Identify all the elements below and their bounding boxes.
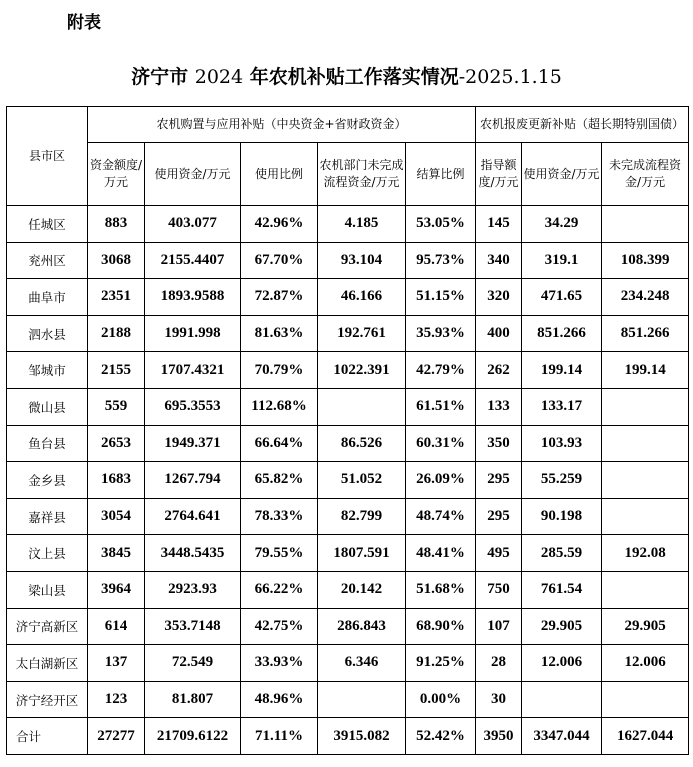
settle-cell: 61.51% — [406, 388, 476, 425]
pending-cell — [318, 388, 406, 425]
b-pending-cell: 12.006 — [602, 645, 689, 682]
used-cell: 72.549 — [145, 645, 241, 682]
used-cell: 2764.641 — [145, 498, 241, 535]
title-year: 2024 — [194, 66, 244, 88]
b-pending-cell — [602, 206, 689, 243]
title-prefix: 济宁市 — [131, 66, 189, 88]
document-title — [0, 62, 693, 89]
region-cell: 微山县 — [7, 388, 88, 425]
used-cell: 1267.794 — [145, 462, 241, 499]
used-cell: 1707.4321 — [145, 352, 241, 389]
region-cell: 嘉祥县 — [7, 498, 88, 535]
pending-cell: 6.346 — [318, 645, 406, 682]
ratio-cell: 78.33% — [241, 498, 318, 535]
b-used-cell: 133.17 — [522, 388, 602, 425]
ratio-cell: 42.96% — [241, 206, 318, 243]
ratio-cell: 79.55% — [241, 535, 318, 572]
table-row — [7, 425, 689, 462]
fund-cell: 883 — [88, 206, 145, 243]
fund-cell: 614 — [88, 608, 145, 645]
ratio-cell: 33.93% — [241, 645, 318, 682]
b-pending-cell — [602, 388, 689, 425]
b-used-cell: 199.14 — [522, 352, 602, 389]
settle-cell: 60.31% — [406, 425, 476, 462]
pending-cell: 3915.082 — [318, 718, 406, 755]
ratio-cell: 67.70% — [241, 242, 318, 279]
b-used-cell: 34.29 — [522, 206, 602, 243]
settle-cell: 95.73% — [406, 242, 476, 279]
guide-cell: 320 — [476, 279, 522, 316]
b-pending-cell — [602, 498, 689, 535]
b-pending-cell — [602, 571, 689, 608]
guide-cell: 133 — [476, 388, 522, 425]
guide-cell: 350 — [476, 425, 522, 462]
settle-cell: 48.74% — [406, 498, 476, 535]
settle-cell: 51.68% — [406, 571, 476, 608]
fund-cell: 137 — [88, 645, 145, 682]
fund-cell: 559 — [88, 388, 145, 425]
region-cell: 泗水县 — [7, 315, 88, 352]
fund-cell: 2155 — [88, 352, 145, 389]
header-fund: 资金额度/万元 — [88, 143, 145, 206]
table-row — [7, 645, 689, 682]
header-row-columns — [7, 143, 689, 206]
header-ratio: 使用比例 — [241, 143, 318, 206]
fund-cell: 2653 — [88, 425, 145, 462]
ratio-cell: 70.79% — [241, 352, 318, 389]
used-cell: 2155.4407 — [145, 242, 241, 279]
table-row — [7, 535, 689, 572]
ratio-cell: 81.63% — [241, 315, 318, 352]
b-used-cell: 851.266 — [522, 315, 602, 352]
fund-cell: 2351 — [88, 279, 145, 316]
region-cell: 任城区 — [7, 206, 88, 243]
b-used-cell: 3347.044 — [522, 718, 602, 755]
region-cell: 汶上县 — [7, 535, 88, 572]
guide-cell: 400 — [476, 315, 522, 352]
b-pending-cell: 234.248 — [602, 279, 689, 316]
header-pending: 农机部门未完成流程资金/万元 — [318, 143, 406, 206]
used-cell: 3448.5435 — [145, 535, 241, 572]
region-cell: 梁山县 — [7, 571, 88, 608]
settle-cell: 53.05% — [406, 206, 476, 243]
b-used-cell: 103.93 — [522, 425, 602, 462]
used-cell: 21709.6122 — [145, 718, 241, 755]
guide-cell: 107 — [476, 608, 522, 645]
ratio-cell: 65.82% — [241, 462, 318, 499]
table-row — [7, 681, 689, 718]
pending-cell: 20.142 — [318, 571, 406, 608]
used-cell: 353.7148 — [145, 608, 241, 645]
pending-cell: 286.843 — [318, 608, 406, 645]
ratio-cell: 66.22% — [241, 571, 318, 608]
b-used-cell: 29.905 — [522, 608, 602, 645]
b-pending-cell — [602, 462, 689, 499]
guide-cell: 30 — [476, 681, 522, 718]
ratio-cell: 71.11% — [241, 718, 318, 755]
b-pending-cell: 199.14 — [602, 352, 689, 389]
table-row — [7, 608, 689, 645]
used-cell: 2923.93 — [145, 571, 241, 608]
b-pending-cell: 192.08 — [602, 535, 689, 572]
fund-cell: 3054 — [88, 498, 145, 535]
subsidy-table — [6, 106, 689, 755]
b-pending-cell — [602, 681, 689, 718]
fund-cell: 3845 — [88, 535, 145, 572]
pending-cell: 82.799 — [318, 498, 406, 535]
b-used-cell: 761.54 — [522, 571, 602, 608]
settle-cell: 52.42% — [406, 718, 476, 755]
used-cell: 81.807 — [145, 681, 241, 718]
guide-cell: 340 — [476, 242, 522, 279]
table-row — [7, 462, 689, 499]
region-cell: 太白湖新区 — [7, 645, 88, 682]
ratio-cell: 72.87% — [241, 279, 318, 316]
fund-cell: 27277 — [88, 718, 145, 755]
b-used-cell: 471.65 — [522, 279, 602, 316]
pending-cell: 192.761 — [318, 315, 406, 352]
ratio-cell: 112.68% — [241, 388, 318, 425]
header-group-purchase-subsidy: 农机购置与应用补贴（中央资金+省财政资金） — [88, 107, 476, 143]
settle-cell: 26.09% — [406, 462, 476, 499]
used-cell: 695.3553 — [145, 388, 241, 425]
used-cell: 1991.998 — [145, 315, 241, 352]
b-used-cell: 55.259 — [522, 462, 602, 499]
used-cell: 1949.371 — [145, 425, 241, 462]
region-cell: 兖州区 — [7, 242, 88, 279]
b-used-cell: 285.59 — [522, 535, 602, 572]
guide-cell: 295 — [476, 462, 522, 499]
settle-cell: 48.41% — [406, 535, 476, 572]
guide-cell: 145 — [476, 206, 522, 243]
region-cell: 邹城市 — [7, 352, 88, 389]
header-settle: 结算比例 — [406, 143, 476, 206]
settle-cell: 91.25% — [406, 645, 476, 682]
table-row — [7, 279, 689, 316]
header-region: 县市区 — [7, 107, 88, 206]
used-cell: 1893.9588 — [145, 279, 241, 316]
header-b-used: 使用资金/万元 — [522, 143, 602, 206]
ratio-cell: 42.75% — [241, 608, 318, 645]
settle-cell: 42.79% — [406, 352, 476, 389]
header-group-scrap-subsidy: 农机报废更新补贴（超长期特别国债） — [476, 107, 689, 143]
b-pending-cell: 108.399 — [602, 242, 689, 279]
b-pending-cell — [602, 425, 689, 462]
table-row — [7, 206, 689, 243]
region-cell: 曲阜市 — [7, 279, 88, 316]
fund-cell: 2188 — [88, 315, 145, 352]
total-row — [7, 718, 689, 755]
header-used: 使用资金/万元 — [145, 143, 241, 206]
b-pending-cell: 1627.044 — [602, 718, 689, 755]
pending-cell: 51.052 — [318, 462, 406, 499]
pending-cell: 4.185 — [318, 206, 406, 243]
table-row — [7, 388, 689, 425]
b-pending-cell: 851.266 — [602, 315, 689, 352]
b-used-cell — [522, 681, 602, 718]
table-row — [7, 498, 689, 535]
settle-cell: 0.00% — [406, 681, 476, 718]
b-used-cell: 12.006 — [522, 645, 602, 682]
pending-cell: 93.104 — [318, 242, 406, 279]
title-middle: 年农机补贴工作落实情况 — [249, 66, 459, 88]
guide-cell: 295 — [476, 498, 522, 535]
fund-cell: 123 — [88, 681, 145, 718]
settle-cell: 68.90% — [406, 608, 476, 645]
guide-cell: 262 — [476, 352, 522, 389]
pending-cell — [318, 681, 406, 718]
guide-cell: 3950 — [476, 718, 522, 755]
region-cell: 济宁高新区 — [7, 608, 88, 645]
header-b-pending: 未完成流程资金/万元 — [602, 143, 689, 206]
table-row — [7, 242, 689, 279]
region-cell: 合计 — [7, 718, 88, 755]
ratio-cell: 66.64% — [241, 425, 318, 462]
region-cell: 金乡县 — [7, 462, 88, 499]
b-used-cell: 319.1 — [522, 242, 602, 279]
settle-cell: 51.15% — [406, 279, 476, 316]
header-guide: 指导额度/万元 — [476, 143, 522, 206]
table-row — [7, 315, 689, 352]
fund-cell: 3964 — [88, 571, 145, 608]
pending-cell: 86.526 — [318, 425, 406, 462]
table-row — [7, 352, 689, 389]
region-cell: 济宁经开区 — [7, 681, 88, 718]
title-date: -2025.1.15 — [458, 66, 562, 88]
used-cell: 403.077 — [145, 206, 241, 243]
pending-cell: 1022.391 — [318, 352, 406, 389]
region-cell: 鱼台县 — [7, 425, 88, 462]
header-row-group — [7, 107, 689, 143]
b-used-cell: 90.198 — [522, 498, 602, 535]
pending-cell: 46.166 — [318, 279, 406, 316]
ratio-cell: 48.96% — [241, 681, 318, 718]
b-pending-cell: 29.905 — [602, 608, 689, 645]
guide-cell: 750 — [476, 571, 522, 608]
table-row — [7, 571, 689, 608]
guide-cell: 28 — [476, 645, 522, 682]
guide-cell: 495 — [476, 535, 522, 572]
fund-cell: 3068 — [88, 242, 145, 279]
pending-cell: 1807.591 — [318, 535, 406, 572]
fund-cell: 1683 — [88, 462, 145, 499]
settle-cell: 35.93% — [406, 315, 476, 352]
appendix-label: 附表 — [67, 13, 101, 33]
